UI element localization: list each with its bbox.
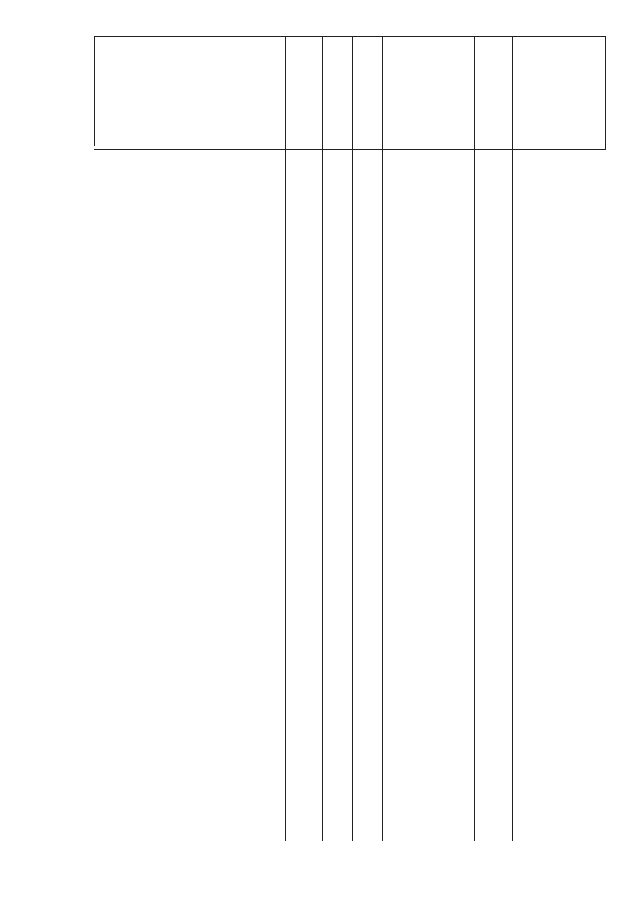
col-divider-podrazdel [382, 36, 383, 841]
table-left-border [94, 36, 95, 146]
header-bottom-border [94, 149, 606, 150]
col-divider-cs [474, 36, 475, 841]
table-right-border [605, 36, 606, 150]
col-divider-gr [512, 36, 513, 841]
table-top-border [94, 36, 606, 37]
col-divider-ved [322, 36, 323, 841]
col-divider-razdel [352, 36, 353, 841]
col-divider-name [285, 36, 286, 841]
